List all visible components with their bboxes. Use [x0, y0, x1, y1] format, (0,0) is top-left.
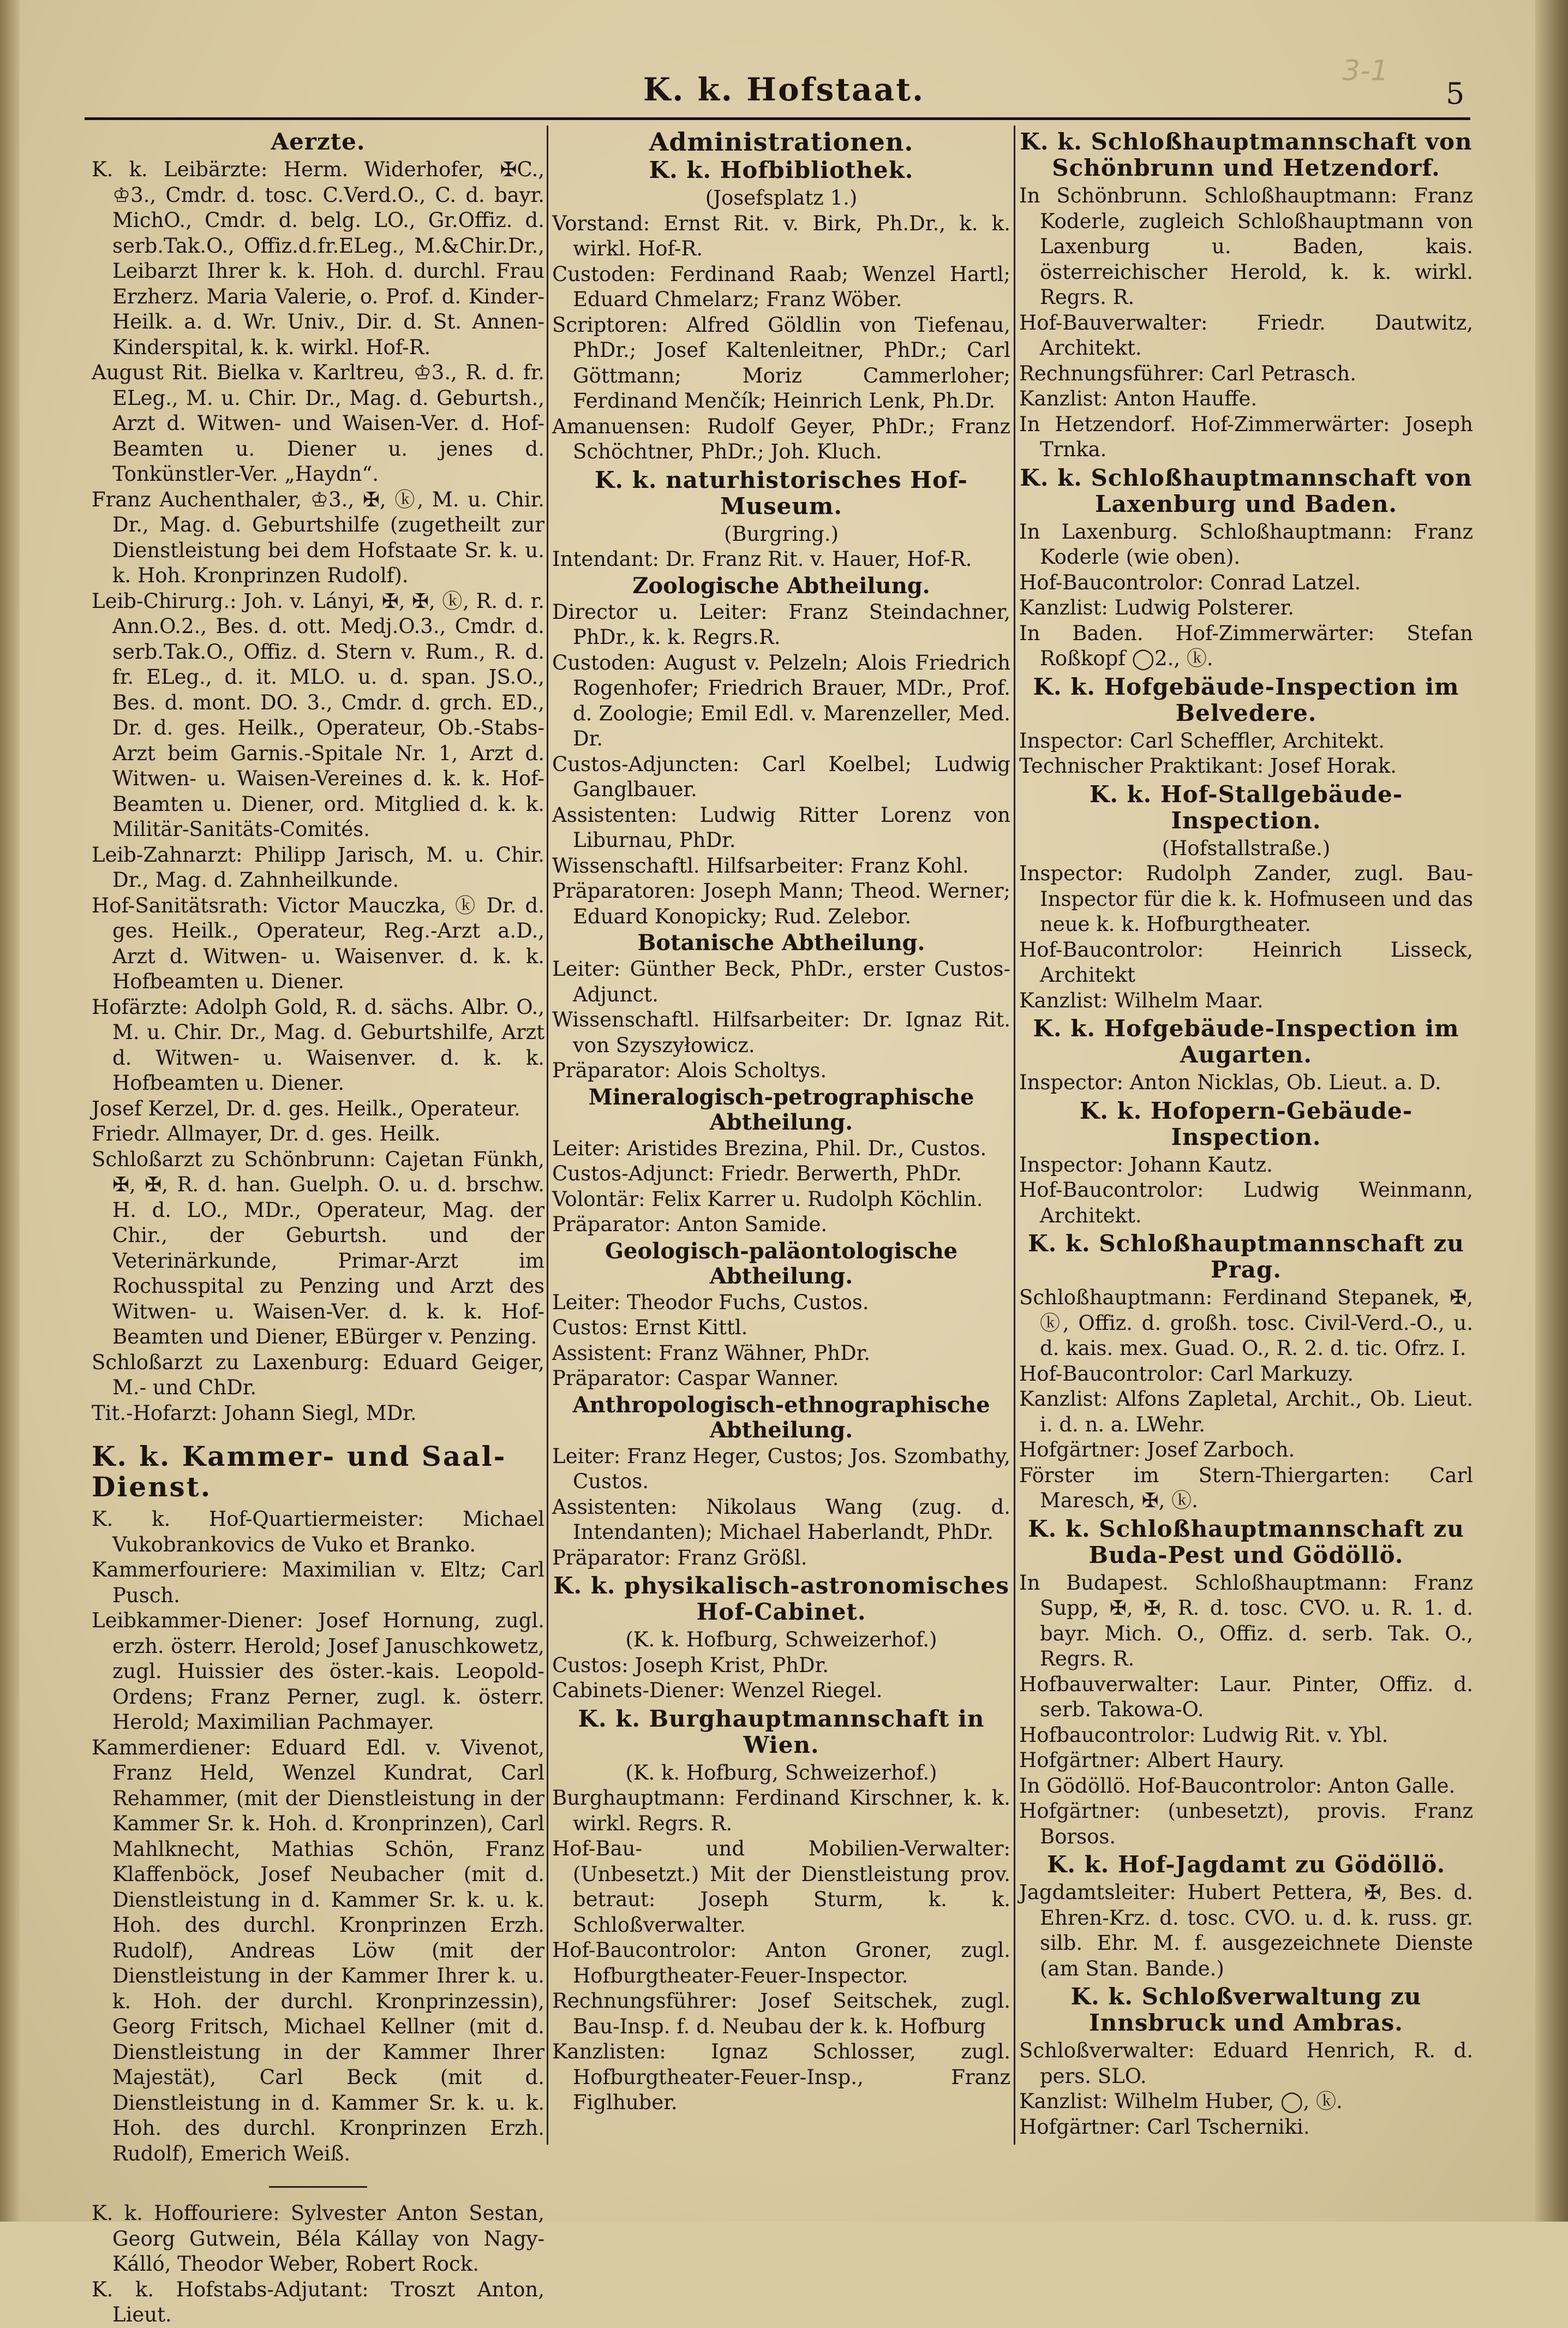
entry: Custos-Adjunct: Friedr. Berwerth, PhDr. [552, 1162, 962, 1185]
entry: Schloßarzt zu Laxenburg: Eduard Geiger, M.- und ChDr. [92, 1350, 544, 1399]
entry: Rechnungsführer: Josef Seitschek, zugl. Bau-Insp. f. d. Neubau der k. k. Hofburg [552, 1989, 1010, 2038]
entry: Friedr. Allmayer, Dr. d. ges. Heilk. [92, 1122, 441, 1145]
entry: K. k. Hof-Quartiermeister: Michael Vukobrankovics de Vuko et Branko. [92, 1507, 544, 1556]
entry: Kanzlist: Ludwig Polsterer. [1019, 596, 1295, 619]
entry: Franz Auchenthaler, ♔3., ✠, ⓚ, M. u. Chir. Dr., Mag. d. Geburtshilfe (zugetheilt zur Dienstleistung bei dem Hofstaate Sr. k. u. k. Hoh. Kronprinzen Rudolf). [92, 487, 544, 587]
section-heading: K. k. Hofgebäude-Inspection im Belvedere. [1033, 673, 1459, 726]
entry: Wissenschaftl. Hilfsarbeiter: Franz Kohl. [552, 853, 969, 878]
entry: Custos-Adjuncten: Carl Koelbel; Ludwig Ganglbauer. [552, 752, 1010, 801]
column-right [1019, 127, 1473, 2140]
page-edge [1535, 0, 1568, 2222]
entry: Custoden: Ferdinand Raab; Wenzel Hartl; Eduard Chmelarz; Franz Wöber. [552, 262, 1010, 311]
address: (K. k. Hofburg, Schweizerhof.) [625, 1760, 937, 1784]
entry: Burghauptmann: Ferdinand Kirschner, k. k. wirkl. Regrs. R. [552, 1786, 1010, 1835]
subsection-heading: Botanische Abtheilung. [637, 930, 925, 956]
entry: Hof-Baucontrolor: Conrad Latzel. [1019, 570, 1361, 594]
entry: Präparator: Anton Samide. [552, 1213, 828, 1236]
entry: Hof-Baucontrolor: Heinrich Lisseck, Architekt [1019, 938, 1473, 987]
subsection-heading: Geologisch-paläontologische Abtheilung. [605, 1238, 958, 1289]
entry: Präparator: Franz Größl. [552, 1545, 807, 1569]
entry: August Rit. Bielka v. Karltreu, ♔3., R. d. fr. ELeg., M. u. Chir. Dr., Mag. d. Geburtsh., Arzt d. Witwen- und Waisen-Ver. d. Hof-Beamten u. Diener u. jenes d. Tonkünstler-Ver. „Haydn“. [92, 361, 544, 486]
entry: K. k. Hoffouriere: Sylvester Anton Sestan, Georg Gutwein, Béla Kállay von Nagy-Kálló, Theodor Weber, Robert Rock. [92, 2201, 544, 2276]
header-rule [85, 117, 1470, 120]
entry: Scriptoren: Alfred Göldlin von Tiefenau, PhDr.; Josef Kaltenleitner, PhDr.; Carl Göttmann; Moriz Cammerloher; Ferdinand Menčík; Heinrich Lenk, Ph.Dr. [552, 313, 1010, 413]
entry: Leib-Chirurg.: Joh. v. Lányi, ✠, ✠, ⓚ, R. d. r. Ann.O.2., Bes. d. ott. Medj.O.3., Cmdr. d. serb.Tak.O., Offiz. d. Stern v. Rum., R. d. fr. ELeg., d. it. MLO. u. d. span. JS.O., Bes. d. mont. DO. 3., Cmdr. d. grch. ED., Dr. d. ges. Heilk., Operateur, Ob.-Stabs-Arzt beim Garnis.-Spitale Nr. 1, Arzt d. Witwen- u. Waisen-Vereines d. k. k. Hof-Beamten u. Diener, ord. Mitglied d. k. k. Militär-Sanitäts-Comités. [92, 589, 544, 841]
entry: Kanzlisten: Ignaz Schlosser, zugl. Hofburgtheater-Feuer-Insp., Franz Figlhuber. [552, 2040, 1010, 2114]
section-heading: K. k. Schloßhauptmannschaft von Schönbrunn und Hetzendorf. [1020, 128, 1473, 181]
entry: In Gödöllö. Hof-Baucontrolor: Anton Galle. [1019, 1774, 1456, 1798]
entry: Hofgärtner: (unbesetzt), provis. Franz Borsos. [1019, 1799, 1473, 1848]
entry: Vorstand: Ernst Rit. v. Birk, Ph.Dr., k. k. wirkl. Hof-R. [552, 211, 1010, 260]
entry: Kanzlist: Wilhelm Huber, ◯, ⓚ. [1019, 2090, 1343, 2113]
address: (Hofstallstraße.) [1162, 836, 1331, 860]
entry: Präparatoren: Joseph Mann; Theod. Werner; Eduard Konopicky; Rud. Zelebor. [552, 879, 1010, 928]
entry: Leib-Zahnarzt: Philipp Jarisch, M. u. Chir. Dr., Mag. d. Zahnheilkunde. [92, 843, 544, 892]
entry: Hofbaucontrolor: Ludwig Rit. v. Ybl. [1019, 1723, 1389, 1747]
section-heading: K. k. Kammer- und Saal-Dienst. [92, 1440, 507, 1503]
column-divider [1014, 126, 1015, 2145]
entry: Kanzlist: Anton Hauffe. [1019, 387, 1258, 410]
section-heading: K. k. Schloßhauptmannschaft von Laxenburg und Baden. [1020, 464, 1473, 517]
entry: Präparator: Caspar Wanner. [552, 1366, 839, 1390]
entry: Josef Kerzel, Dr. d. ges. Heilk., Operateur. [92, 1096, 520, 1120]
entry: Inspector: Carl Scheffler, Architekt. [1019, 729, 1385, 753]
subsection-heading: Mineralogisch-petrographische Abtheilung. [588, 1084, 974, 1135]
section-heading: K. k. Hofgebäude-Inspection im Augarten. [1033, 1015, 1459, 1068]
entry: Schloßhauptmann: Ferdinand Stepanek, ✠, ⓚ, Offiz. d. großh. tosc. Civil-Verd.-O., u. d. kais. mex. Guad. O., R. 2. d. tic. Ofrz. I. [1019, 1286, 1473, 1360]
entry: In Hetzendorf. Hof-Zimmerwärter: Joseph Trnka. [1019, 412, 1473, 461]
entry: Leiter: Günther Beck, PhDr., erster Custos-Adjunct. [552, 957, 1010, 1006]
entry: Leiter: Aristides Brezina, Phil. Dr., Custos. [552, 1136, 987, 1160]
section-heading: K. k. Hofbibliothek. [649, 157, 914, 183]
entry: Rechnungsführer: Carl Petrasch. [1019, 361, 1357, 385]
entry: Hof-Baucontrolor: Anton Groner, zugl. Hofburgtheater-Feuer-Inspector. [552, 1938, 1010, 1987]
entry: Hofbauverwalter: Laur. Pinter, Offiz. d. serb. Takowa-O. [1019, 1672, 1473, 1721]
entry: Technischer Praktikant: Josef Horak. [1019, 754, 1397, 778]
entry: Custoden: August v. Pelzeln; Alois Friedrich Rogenhofer; Friedrich Brauer, MDr., Prof. d. Zoologie; Emil Edl. v. Marenzeller, Med. Dr. [552, 650, 1010, 750]
entry: Kanzlist: Wilhelm Maar. [1019, 988, 1264, 1012]
column-middle [552, 127, 1010, 2116]
address: (K. k. Hofburg, Schweizerhof.) [625, 1628, 937, 1651]
entry: Jagdamtsleiter: Hubert Pettera, ✠, Bes. d. Ehren-Krz. d. tosc. CVO. u. d. k. russ. gr. silb. Ehr. M. f. ausgezeichnete Dienste (am Stan. Bande.) [1019, 1881, 1473, 1980]
binding-edge [0, 0, 20, 2222]
entry: Cabinets-Diener: Wenzel Riegel. [552, 1679, 883, 1702]
entry: Leiter: Theodor Fuchs, Custos. [552, 1290, 869, 1314]
subsection-heading: Anthropologisch-ethnographische Abtheilung. [572, 1392, 990, 1443]
entry: K. k. Leibärzte: Herm. Widerhofer, ✠C., ♔3., Cmdr. d. tosc. C.Verd.O., C. d. bayr. MichO., Cmdr. d. belg. LO., Gr.Offiz. d. serb.Tak.O., Offiz.d.fr.ELeg., M.&Chir.Dr., Leibarzt Ihrer k. k. Hoh. d. durchl. Frau Erzherz. Maria Valerie, o. Prof. d. Kinder-Heilk. a. d. Wr. Univ., Dir. d. St. Annen-Kinderspital, k. k. wirkl. Hof-R. [92, 158, 544, 359]
entry: Assistenten: Nikolaus Wang (zug. d. Intendanten); Michael Haberlandt, PhDr. [552, 1495, 1010, 1544]
column-divider [547, 126, 548, 2145]
entry: Custos: Joseph Krist, PhDr. [552, 1653, 829, 1677]
column-left [92, 127, 544, 2328]
entry: Kammerdiener: Eduard Edl. v. Vivenot, Franz Held, Wenzel Kundrat, Carl Rehammer, (mit der Dienstleistung in der Kammer Sr. k. Hoh. d. Kronprinzen), Carl Mahlknecht, Mathias Schön, Franz Klaffenböck, Josef Neubacher (mit d. Dienstleistung in d. Kammer Sr. k. u. k. Hoh. des durchl. Kronprinzen Erzh. Rudolf), Andreas Löw (mit der Dienstleistung in der Kammer Ihrer k. u. k. Hoh. der durchl. Kronprinzessin), Georg Fritsch, Michael Kellner (mit d. Dienstleistung in der Kammer Ihrer Majestät), Carl Beck (mit d. Dienstleistung in d. Kammer Sr. k. u. k. Hoh. des durchl. Kronprinzen Erzh. Rudolf), Emerich Weiß. [92, 1735, 544, 2165]
entry: Präparator: Alois Scholtys. [552, 1059, 827, 1082]
entry: Amanuensen: Rudolf Geyer, PhDr.; Franz Schöchtner, PhDr.; Joh. Kluch. [552, 414, 1010, 463]
entry: Assistent: Franz Wähner, PhDr. [552, 1341, 871, 1365]
entry: Schloßarzt zu Schönbrunn: Cajetan Fünkh, ✠, ✠, R. d. han. Guelph. O. u. d. brschw. H. d. LO., MDr., Operateur, Mag. der Chir., der Geburtsh. und der Veterinärkunde, Primar-Arzt im Rochusspital zu Penzing und Arzt des Witwen- u. Waisen-Ver. d. k. k. Hof-Beamten und Diener, EBürger v. Penzing. [92, 1147, 544, 1348]
entry: Inspector: Anton Nicklas, Ob. Lieut. a. D. [1019, 1071, 1441, 1094]
entry: In Schönbrunn. Schloßhauptmann: Franz Koderle, zugleich Schloßhauptmann von Laxenburg u. Baden, kais. österreichischer Herold, k. k. wirkl. Regrs. R. [1019, 184, 1473, 309]
entry: K. k. Hofstabs-Adjutant: Troszt Anton, Lieut. [92, 2277, 544, 2326]
entry: Hofgärtner: Josef Zarboch. [1019, 1438, 1295, 1461]
page-number: 5 [1446, 76, 1465, 111]
entry: Hof-Baucontrolor: Carl Markuzy. [1019, 1362, 1354, 1386]
entry: Inspector: Johann Kautz. [1019, 1153, 1273, 1177]
entry: Hofärzte: Adolph Gold, R. d. sächs. Albr. O., M. u. Chir. Dr., Mag. d. Geburtshilfe, Arzt d. Witwen- u. Waisenver. d. k. k. Hofbeamten u. Diener. [92, 995, 544, 1095]
entry: Tit.-Hofarzt: Johann Siegl, MDr. [92, 1401, 417, 1425]
section-heading: K. k. Burghauptmannschaft in Wien. [578, 1705, 985, 1758]
entry: Hofgärtner: Carl Tscherniki. [1019, 2115, 1310, 2139]
section-heading: Aerzte. [271, 128, 366, 155]
section-heading: K. k. Hof-Stallgebäude-Inspection. [1089, 780, 1403, 834]
pencil-mark: 3-1 [1342, 55, 1389, 87]
entry: Director u. Leiter: Franz Steindachner, PhDr., k. k. Regrs.R. [552, 600, 1010, 649]
entry: Förster im Stern-Thiergarten: Carl Maresch, ✠, ⓚ. [1019, 1463, 1473, 1512]
section-heading: K. k. physikalisch-astronomisches Hof-Cabinet. [553, 1572, 1009, 1625]
address: (Josefsplatz 1.) [705, 186, 858, 210]
entry: Wissenschaftl. Hilfsarbeiter: Dr. Ignaz Rit. von Szyszyłowicz. [552, 1008, 1010, 1057]
separator-rule [269, 2186, 367, 2188]
section-heading: K. k. Schloßhauptmannschaft zu Buda-Pest und Gödöllö. [1028, 1515, 1464, 1568]
entry: Leibkammer-Diener: Josef Hornung, zugl. erzh. österr. Herold; Josef Januschkowetz, zugl. Huissier des öster.-kais. Leopold-Ordens; Franz Perner, zugl. k. österr. Herold; Maximilian Pachmayer. [92, 1609, 544, 1734]
section-heading: K. k. Schloßhauptmannschaft zu Prag. [1028, 1230, 1464, 1283]
entry: In Budapest. Schloßhauptmann: Franz Supp, ✠, ✠, R. d. tosc. CVO. u. R. 1. d. bayr. Mich. O., Offiz. d. serb. Tak. O., Regrs. R. [1019, 1571, 1473, 1670]
entry: Inspector: Rudolph Zander, zugl. Bau-Inspector für die k. k. Hofmuseen und das neue k. k. Hofburgtheater. [1019, 862, 1473, 936]
section-heading: K. k. Hof-Jagdamt zu Gödöllö. [1046, 1851, 1446, 1878]
entry: In Laxenburg. Schloßhauptmann: Franz Koderle (wie oben). [1019, 520, 1473, 569]
entry: In Baden. Hof-Zimmerwärter: Stefan Roßkopf ◯2., ⓚ. [1019, 621, 1473, 670]
entry: Hof-Sanitätsrath: Victor Mauczka, ⓚ Dr. d. ges. Heilk., Operateur, Reg.-Arzt a.D., Arzt d. Witwen- u. Waisenver. d. k. k. Hofbeamten u. Diener. [92, 893, 544, 993]
entry: Kammerfouriere: Maximilian v. Eltz; Carl Pusch. [92, 1558, 544, 1607]
entry: Intendant: Dr. Franz Rit. v. Hauer, Hof-R. [552, 547, 972, 571]
subsection-heading: Zoologische Abtheilung. [632, 572, 930, 599]
section-heading: K. k. Schloßverwaltung zu Innsbruck und Ambras. [1070, 1983, 1422, 2036]
entry: Leiter: Franz Heger, Custos; Jos. Szombathy, Custos. [552, 1444, 1010, 1493]
entry: Schloßverwalter: Eduard Henrich, R. d. pers. SLO. [1019, 2039, 1473, 2088]
entry: Volontär: Felix Karrer u. Rudolph Köchlin. [552, 1187, 983, 1211]
page-title: K. k. Hofstaat. [643, 71, 925, 108]
entry: Kanzlist: Alfons Zapletal, Archit., Ob. Lieut. i. d. n. a. LWehr. [1019, 1387, 1473, 1436]
entry: Hofgärtner: Albert Haury. [1019, 1748, 1285, 1772]
section-heading: Administrationen. [649, 127, 914, 157]
entry: Hof-Bauverwalter: Friedr. Dautwitz, Architekt. [1019, 311, 1473, 360]
entry: Hof-Bau- und Mobilien-Verwalter: (Unbesetzt.) Mit der Dienstleistung prov. betraut: Joseph Sturm, k. k. Schloßverwalter. [552, 1837, 1010, 1937]
entry: Custos: Ernst Kittl. [552, 1316, 748, 1339]
entry: Hof-Baucontrolor: Ludwig Weinmann, Architekt. [1019, 1178, 1473, 1227]
section-heading: K. k. Hofopern-Gebäude-Inspection. [1079, 1097, 1413, 1150]
section-heading: K. k. naturhistorisches Hof-Museum. [595, 466, 968, 520]
entry: Assistenten: Ludwig Ritter Lorenz von Liburnau, PhDr. [552, 803, 1010, 852]
address: (Burgring.) [723, 522, 839, 546]
